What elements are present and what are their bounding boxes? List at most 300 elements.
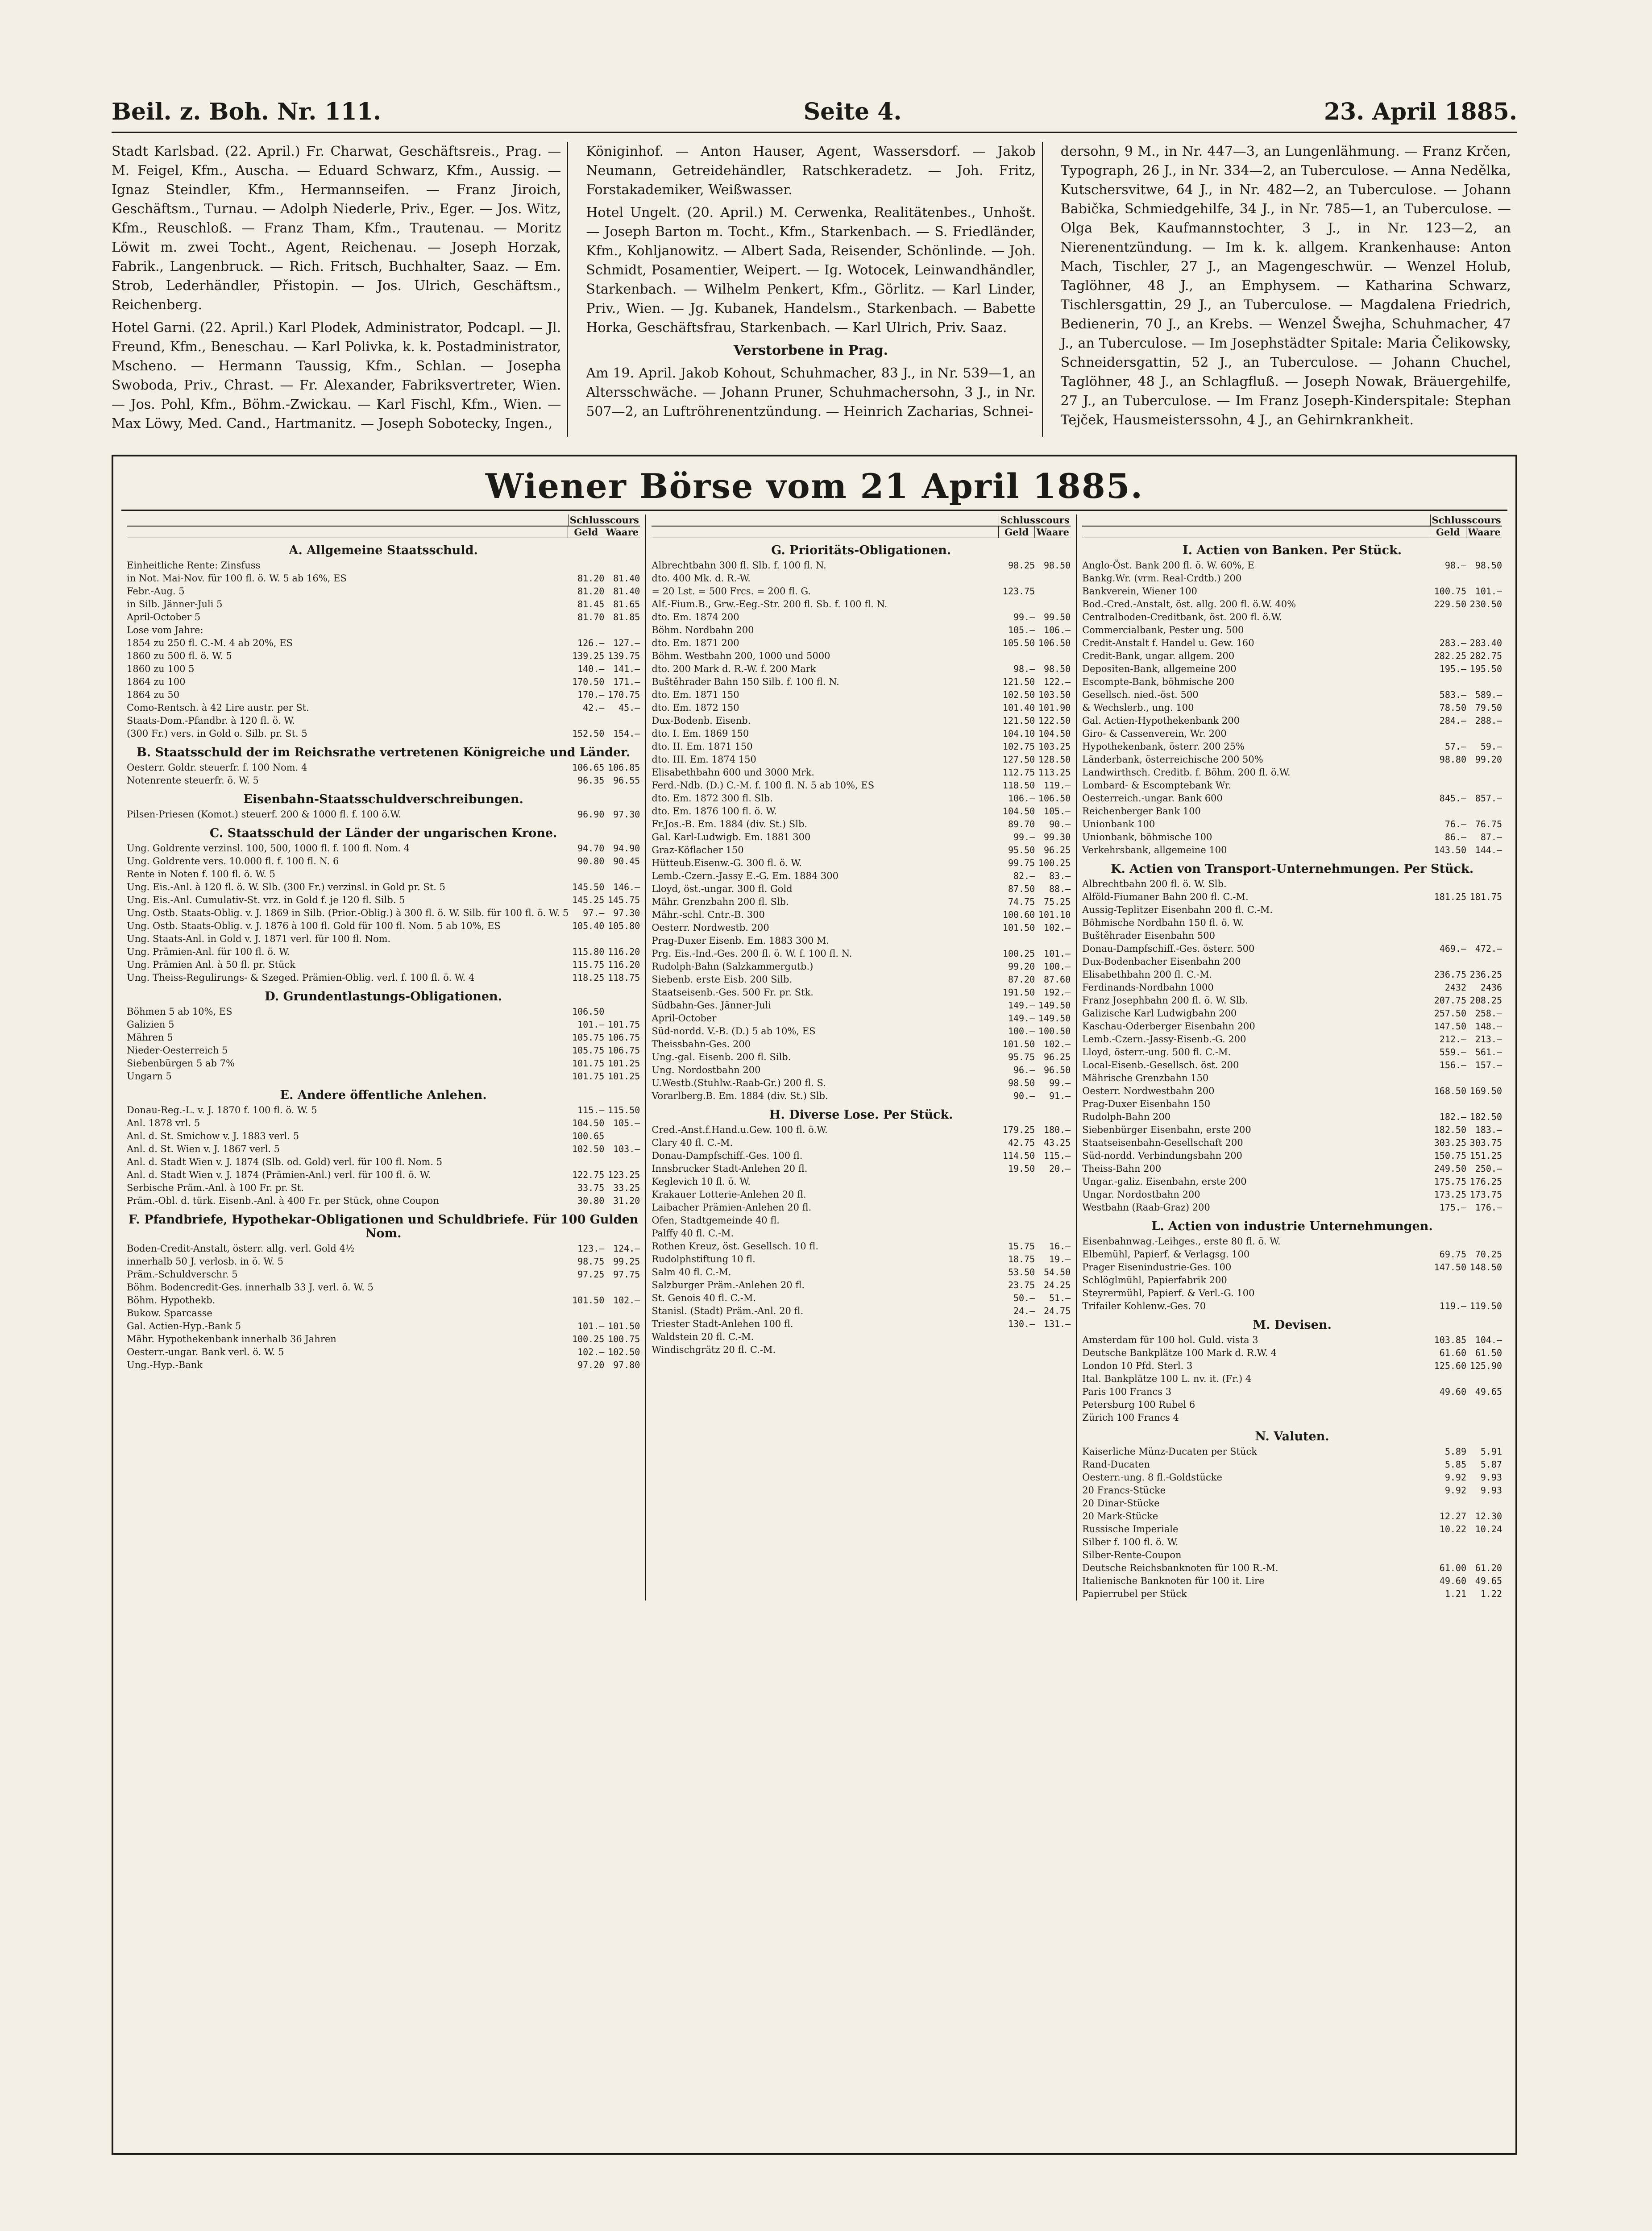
geld-value <box>1431 955 1466 968</box>
security-name: Siebenbürgen 5 ab 7% <box>127 1058 235 1069</box>
geld-value: 145.50 <box>572 882 605 892</box>
geld-value <box>1431 1549 1466 1562</box>
waare-value: 123.25 <box>608 1169 640 1180</box>
waare-value: 61.20 <box>1475 1563 1502 1573</box>
geld-value: 101.40 <box>1002 702 1035 713</box>
waare-value: 5.87 <box>1480 1459 1502 1470</box>
paragraph: dersohn, 9 M., in Nr. 447—3, an Lungenlähmung. — Franz Krčen, Typograph, 26 J., in Nr. 334—2, an Tuberculose. — Anna Nedělka, Kutschersvitwe, 64 J., in Nr. 482—2, an Tuberculose. — Johann Babička, Schmiedgehilfe, 34 J., in Nr. 785—1, an Tuberculose. — Olga Bek, Kaufmannstochter, 3 J., in Nr. 123—2, an Nierenentzündung. — Im k. k. allgem. Krankenhause: Anton Mach, Tischler, 27 J., an Magengeschwür. — Wenzel Holub, Taglöhner, 48 J., an Emphysem. — Katharina Schwarz, Tischlersgattin, 29 J., an Tuberculose. — Magdalena Friedrich, Bedienerin, 70 J., an Krebs. — Wenzel Šwejha, Schuhmacher, 47 J., an Tuberculose. — Im Josephstädter Spitale: Maria Čelikowsky, Schneidersgattin, 52 J., an Tuberculose. — Johann Chuchel, Taglöhner, 48 J., an Schlagfluß. — Joseph Nowak, Bräuergehilfe, 27 J., an Tuberculose. — Im Franz Joseph-Kinderspitale: Stephan Tejček, Hausmeisterssohn, 4 J., an Gehirnkrankheit. <box>1060 144 1511 428</box>
waare-value <box>604 624 640 637</box>
waare-value: 97.75 <box>613 1269 640 1280</box>
geld-label: Geld <box>998 527 1034 538</box>
security-name: Como-Rentsch. à 42 Lire austr. per St. <box>127 702 309 713</box>
quote-row <box>127 881 640 894</box>
security-name: Salm 40 fl. C.-M. <box>652 1267 731 1277</box>
waare-value: 139.75 <box>608 651 640 661</box>
security-name: Theissbahn-Ges. 200 <box>652 1039 751 1049</box>
waare-value: 100.50 <box>1038 1026 1071 1037</box>
quote-row <box>652 1124 1071 1136</box>
waare-value <box>1035 934 1071 947</box>
waare-value: 182.50 <box>1469 1111 1502 1122</box>
geld-value: 101.50 <box>1002 1039 1035 1049</box>
geld-value: 469.— <box>1439 943 1466 954</box>
waare-value <box>1035 1201 1071 1214</box>
waare-value: 148.50 <box>1469 1262 1502 1273</box>
security-name: Italienische Banknoten für 100 it. Lire <box>1082 1576 1265 1586</box>
waare-value: 87.— <box>1480 832 1502 842</box>
geld-value: 100.75 <box>1434 586 1466 597</box>
exchange-column-2 <box>646 514 1077 1601</box>
exchange-column-3 <box>1077 514 1507 1601</box>
waare-value <box>1466 805 1502 818</box>
geld-value: 89.70 <box>1008 819 1035 829</box>
waare-value <box>1035 598 1071 611</box>
waare-value: 101.10 <box>1038 909 1071 920</box>
quote-row <box>652 663 1071 676</box>
quote-row <box>127 701 640 714</box>
quote-row <box>652 960 1071 973</box>
security-name: Ferdinands-Nordbahn 1000 <box>1082 982 1214 993</box>
waare-value: 99.— <box>1049 1078 1071 1088</box>
security-name: Russische Imperiale <box>1082 1524 1179 1534</box>
waare-value: 99.30 <box>1043 832 1071 842</box>
security-name: Ung. Nordostbahn 200 <box>652 1065 761 1075</box>
geld-value <box>1431 1398 1466 1411</box>
quote-row <box>1082 1411 1502 1424</box>
waare-value <box>1035 1175 1071 1188</box>
geld-value: 24.— <box>1013 1306 1035 1316</box>
security-name: Clary 40 fl. C.-M. <box>652 1137 733 1148</box>
security-name: Windischgrätz 20 fl. C.-M. <box>652 1344 776 1355</box>
geld-value: 106.65 <box>572 762 605 773</box>
column-subheader <box>652 527 1071 538</box>
waare-value: 96.50 <box>1043 1065 1071 1075</box>
geld-value <box>1431 1411 1466 1424</box>
quote-row <box>127 572 640 585</box>
geld-value: 118.50 <box>1002 780 1035 791</box>
security-name: Nieder-Oesterreich 5 <box>127 1045 228 1056</box>
quote-row <box>1082 1445 1502 1458</box>
geld-value: 19.50 <box>1008 1163 1035 1174</box>
quote-row <box>127 1044 640 1057</box>
waare-value: 33.25 <box>613 1182 640 1193</box>
geld-value: 112.75 <box>1002 767 1035 778</box>
waare-value: 5.91 <box>1480 1446 1502 1457</box>
quote-row <box>1082 727 1502 740</box>
geld-value: 127.50 <box>1002 754 1035 765</box>
waare-value: 146.— <box>613 882 640 892</box>
geld-value: 147.50 <box>1434 1262 1466 1273</box>
geld-value: 5.89 <box>1444 1446 1466 1457</box>
quote-row <box>652 1305 1071 1318</box>
quote-row <box>652 766 1071 779</box>
waare-value <box>604 868 640 881</box>
geld-value <box>1431 878 1466 891</box>
geld-value: 81.20 <box>577 573 605 584</box>
waare-value: 81.85 <box>613 612 640 622</box>
geld-value: 119.— <box>1439 1301 1466 1311</box>
waare-value: 45.— <box>618 702 640 713</box>
geld-value <box>1431 1098 1466 1111</box>
geld-value: 101.50 <box>1002 922 1035 933</box>
geld-value: 126.— <box>577 638 605 648</box>
geld-value: 152.50 <box>572 728 605 739</box>
security-name: Rudolph-Bahn (Salzkammergutb.) <box>652 961 814 972</box>
security-name: Ung. Eis.-Anl. à 120 fl. ö. W. Slb. (300 Fr.) verzinsl. in Gold pr. St. 5 <box>127 882 445 892</box>
quote-row <box>127 611 640 624</box>
waare-value: 195.50 <box>1469 663 1502 674</box>
quote-row <box>127 1320 640 1333</box>
quote-row <box>127 1281 640 1294</box>
security-name: Prg. Eis.-Ind.-Ges. 200 fl. ö. W. f. 100 fl. N. <box>652 948 852 959</box>
quote-row <box>127 585 640 598</box>
security-name: Südbahn-Ges. Jänner-Juli <box>652 1000 772 1011</box>
waare-value <box>1466 904 1502 916</box>
geld-value: 53.50 <box>1008 1267 1035 1277</box>
waare-label: Waare <box>1466 527 1502 538</box>
geld-value <box>1431 727 1466 740</box>
geld-label: Geld <box>568 527 604 538</box>
waare-value: 24.75 <box>1043 1306 1071 1316</box>
quote-row <box>1082 1124 1502 1136</box>
geld-value <box>999 572 1035 585</box>
section-title: K. Actien von Transport-Unternehmungen. Per Stück. <box>1111 862 1474 876</box>
paragraph: Hotel Ungelt. (20. April.) M. Cerwenka, Realitätenbes., Unhošt. — Joseph Barton m. Tocht., Kfm., Starkenbach. — S. Friedländer, Kfm., Kohljanowitz. — Albert Sada, Reisender, Schönlinde. — Joh. Schmidt, Posamentier, Weipert. — Ig. Wotocek, Leinwandhändler, Starkenbach. — Wilhelm Penkert, Kfm., Görlitz. — Karl Linder, Priv., Wien. — Jg. Kubanek, Handelsm., Starkenbach. — Babette Horka, Geschäftsfrau, Starkenbach. — Karl Ulrich, Priv. Saaz. <box>586 205 1036 336</box>
geld-value <box>569 714 604 727</box>
security-name: Mähren 5 <box>127 1032 173 1043</box>
waare-value: 101.50 <box>608 1321 640 1331</box>
waare-value: 100.— <box>1043 961 1071 972</box>
security-name: Prag-Duxer Eisenbahn 150 <box>1082 1099 1211 1109</box>
page-header <box>112 98 1517 133</box>
geld-value: 191.50 <box>1002 987 1035 998</box>
geld-value: 147.50 <box>1434 1021 1466 1032</box>
waare-value <box>1466 1235 1502 1248</box>
geld-value: 105.40 <box>572 921 605 931</box>
security-name: Siebenb. erste Eisb. 200 Silb. <box>652 974 793 985</box>
security-name: Donau-Dampfschiff.-Ges. 100 fl. <box>652 1150 803 1161</box>
security-name: Donau-Reg.-L. v. J. 1870 f. 100 fl. ö. W. 5 <box>127 1105 317 1116</box>
geld-value: 95.50 <box>1008 845 1035 855</box>
geld-value: 96.— <box>1013 1065 1035 1075</box>
quote-row <box>652 986 1071 999</box>
section-heading: Verstorbene in Prag. <box>733 343 888 358</box>
security-name: Lemb.-Czern.-Jassy E.-G. Em. 1884 300 <box>652 871 839 881</box>
waare-value: 102.— <box>1043 922 1071 933</box>
waare-value: 561.— <box>1475 1047 1502 1057</box>
quote-row <box>127 1143 640 1156</box>
security-name: Siebenbürger Eisenbahn, erste 200 <box>1082 1124 1251 1135</box>
waare-value <box>1466 1373 1502 1385</box>
waare-value: 96.25 <box>1043 845 1071 855</box>
quote-row <box>1082 1398 1502 1411</box>
section-title: N. Valuten. <box>1255 1430 1329 1443</box>
security-name: Dux-Bodenbacher Eisenbahn 200 <box>1082 956 1241 967</box>
waare-value: 149.50 <box>1038 1013 1071 1024</box>
waare-value: 99.20 <box>1475 754 1502 765</box>
waare-value: 61.50 <box>1475 1348 1502 1358</box>
waare-value <box>1466 929 1502 942</box>
waare-value: 122.50 <box>1038 715 1071 726</box>
geld-value <box>999 598 1035 611</box>
quote-row <box>1082 968 1502 981</box>
quote-row <box>652 1090 1071 1103</box>
security-name: Gesellsch. nied.-öst. 500 <box>1082 689 1199 700</box>
quote-row <box>1082 676 1502 688</box>
waare-value: 288.— <box>1475 715 1502 726</box>
geld-value: 82.— <box>1013 871 1035 881</box>
security-name: Ferd.-Ndb. (D.) C.-M. f. 100 fl. N. 5 ab 10%, ES <box>652 780 875 791</box>
waare-value <box>1035 1344 1071 1356</box>
security-name: Papierrubel per Stück <box>1082 1588 1187 1599</box>
quote-row <box>1082 904 1502 916</box>
quote-row <box>652 1038 1071 1051</box>
quote-row <box>1082 1458 1502 1471</box>
quote-row <box>127 1294 640 1307</box>
section-title: G. Prioritäts-Obligationen. <box>771 543 951 557</box>
quote-row <box>1082 1046 1502 1059</box>
security-name: Ung. Prämien-Anl. für 100 fl. ö. W. <box>127 946 290 957</box>
security-name: dto. I. Em. 1869 150 <box>652 728 749 739</box>
paragraph: Stadt Karlsbad. (22. April.) Fr. Charwat, Geschäftsreis., Prag. — M. Feigel, Kfm., Auscha. — Eduard Schwarz, Kfm., Aussig. — Ignaz Steindler, Kfm., Hermannseifen. — Franz Jiroich, Geschäftsm., Turnau. — Adolph Niederle, Priv., Eger. — Jos. Witz, Kfm., Reuschloß. — Franz Tham, Kfm., Trautenau. — Moritz Löwit m. zwei Tocht., Agent, Reichenau. — Joseph Horzak, Fabrik., Langenbruck. — Rich. Fritsch, Buchhalter, Saaz. — Em. Strob, Lederhändler, Přistopin. — Jos. Ulrich, Geschäftsm., Reichenberg. <box>112 144 561 313</box>
security-name: Palffy 40 fl. C.-M. <box>652 1228 734 1239</box>
waare-value: 236.25 <box>1469 969 1502 980</box>
waare-value: 183.— <box>1475 1124 1502 1135</box>
security-name: Galizische Karl Ludwigbahn 200 <box>1082 1008 1237 1019</box>
waare-value: 31.20 <box>613 1195 640 1206</box>
geld-value: 90.— <box>1013 1091 1035 1101</box>
security-name: Silber f. 100 fl. ö. W. <box>1082 1537 1179 1547</box>
waare-value: 97.30 <box>613 809 640 820</box>
security-name: Centralboden-Creditbank, öst. 200 fl. ö.W. <box>1082 612 1283 622</box>
waare-value: 9.93 <box>1480 1485 1502 1496</box>
security-name: Febr.-Aug. 5 <box>127 586 185 597</box>
quote-row <box>127 1242 640 1255</box>
security-name: in Silb. Jänner-Juli 5 <box>127 599 223 610</box>
geld-value: 81.70 <box>577 612 605 622</box>
security-name: Oesterr.-ung. 8 fl.-Goldstücke <box>1082 1472 1222 1483</box>
waare-value: 43.25 <box>1043 1137 1071 1148</box>
waare-value: 79.50 <box>1475 702 1502 713</box>
waare-value: 9.93 <box>1480 1472 1502 1483</box>
geld-value <box>999 1201 1035 1214</box>
quote-row <box>1082 559 1502 572</box>
quote-row <box>127 774 640 787</box>
security-name: Eisenbahnwag.-Leihges., erste 80 fl. ö. W. <box>1082 1236 1281 1247</box>
security-name: Theiss-Bahn 200 <box>1082 1163 1162 1174</box>
security-name: Ung.-gal. Eisenb. 200 fl. Silb. <box>652 1052 791 1062</box>
quote-row <box>652 1175 1071 1188</box>
waare-value <box>1466 727 1502 740</box>
waare-value <box>1035 585 1071 598</box>
quote-row <box>1082 1274 1502 1287</box>
quote-row <box>1082 598 1502 611</box>
security-name: Waldstein 20 fl. C.-M. <box>652 1331 754 1342</box>
waare-value: 81.40 <box>613 586 640 597</box>
quote-row <box>1082 611 1502 624</box>
geld-value: 94.70 <box>577 843 605 854</box>
schlusscours-label: Schlusscours <box>1430 514 1502 526</box>
waare-value: 59.— <box>1480 741 1502 752</box>
quote-row <box>1082 818 1502 831</box>
quote-row <box>127 1346 640 1359</box>
geld-value: 1.21 <box>1444 1588 1466 1599</box>
geld-value: 10.22 <box>1439 1524 1466 1534</box>
security-name: Triester Stadt-Anlehen 100 fl. <box>652 1319 793 1329</box>
waare-value: 97.30 <box>613 908 640 918</box>
paragraph: Am 19. April. Jakob Kohout, Schuhmacher, 83 J., in Nr. 539—1, an Altersschwäche. — Johann Pruner, Schuhmachersohn, 3 J., in Nr. 507—2, an Luftröhrenentzündung. — Heinrich Zacharias, Schnei- <box>586 365 1036 419</box>
geld-value: 101.75 <box>572 1058 605 1069</box>
waare-value: 1.22 <box>1480 1588 1502 1599</box>
security-name: Notenrente steuerfr. ö. W. 5 <box>127 775 259 786</box>
security-name: April-October 5 <box>127 612 201 622</box>
security-name: Elisabethbahn 200 fl. C.-M. <box>1082 969 1212 980</box>
geld-value: 18.75 <box>1008 1254 1035 1265</box>
quote-row <box>127 1359 640 1372</box>
quote-row <box>127 1182 640 1194</box>
intro-column-1 <box>112 142 568 437</box>
geld-value: 9.92 <box>1444 1472 1466 1483</box>
quote-row <box>1082 1033 1502 1046</box>
security-name: Donau-Dampfschiff.-Ges. österr. 500 <box>1082 943 1255 954</box>
newspaper-page <box>112 98 1517 2155</box>
quote-row <box>1082 753 1502 766</box>
geld-value: 95.75 <box>1008 1052 1035 1062</box>
waare-value: 106.75 <box>608 1032 640 1043</box>
waare-value: 100.25 <box>1038 858 1071 868</box>
waare-value: 171.— <box>613 676 640 687</box>
waare-value: 116.20 <box>608 946 640 957</box>
quote-row <box>127 663 640 676</box>
security-name: Staatseisenb.-Ges. 500 Fr. pr. Stk. <box>652 987 814 998</box>
waare-value <box>1466 1497 1502 1510</box>
security-name: Prag-Duxer Eisenb. Em. 1883 300 M. <box>652 935 830 946</box>
quote-row <box>652 559 1071 572</box>
security-name: Böhmische Nordbahn 150 fl. ö. W. <box>1082 917 1244 928</box>
quote-row <box>652 934 1071 947</box>
geld-value <box>1431 929 1466 942</box>
security-name: Bankg.Wr. (vrm. Real-Crdtb.) 200 <box>1082 573 1242 584</box>
quote-row <box>127 1018 640 1031</box>
security-name: Böhm. Nordbahn 200 <box>652 625 754 635</box>
waare-value: 98.50 <box>1475 560 1502 571</box>
quote-row <box>1082 624 1502 637</box>
quote-row <box>652 1292 1071 1305</box>
quote-row <box>652 792 1071 805</box>
quote-row <box>652 921 1071 934</box>
exchange-columns <box>121 514 1507 1601</box>
quote-row <box>1082 1484 1502 1497</box>
waare-value <box>1466 676 1502 688</box>
waare-value: 145.75 <box>608 895 640 905</box>
geld-value: 97.20 <box>577 1360 605 1370</box>
security-name: dto. II. Em. 1871 150 <box>652 741 753 752</box>
geld-value <box>1431 779 1466 792</box>
quote-row <box>652 1051 1071 1064</box>
waare-label: Waare <box>1034 527 1071 538</box>
geld-value: 182.50 <box>1434 1124 1466 1135</box>
security-name: Unionbank, böhmische 100 <box>1082 832 1212 842</box>
security-name: Reichenberger Bank 100 <box>1082 806 1201 817</box>
geld-value: 100.60 <box>1002 909 1035 920</box>
security-name: Böhm. Bodencredit-Ges. innerhalb 33 J. verl. ö. W. 5 <box>127 1282 374 1293</box>
security-name: Kaschau-Oderberger Eisenbahn 200 <box>1082 1021 1255 1032</box>
geld-value: 99.20 <box>1008 961 1035 972</box>
security-name: Hypothekenbank, österr. 200 25% <box>1082 741 1245 752</box>
waare-value: 49.65 <box>1475 1576 1502 1586</box>
quote-row <box>652 727 1071 740</box>
geld-value <box>999 1188 1035 1201</box>
waare-value: 2436 <box>1480 982 1502 993</box>
security-name: Gal. Actien-Hypothekenbank 200 <box>1082 715 1240 726</box>
quote-row <box>652 753 1071 766</box>
security-name: Escompte-Bank, böhmische 200 <box>1082 676 1235 687</box>
geld-value: 114.50 <box>1002 1150 1035 1161</box>
security-name: Ung. Staats-Anl. in Gold v. J. 1871 verl. für 100 fl. Nom. <box>127 933 391 944</box>
intro-column-2 <box>586 142 1042 437</box>
quote-row <box>127 676 640 688</box>
quote-row <box>1082 1085 1502 1098</box>
quote-row <box>1082 1575 1502 1588</box>
waare-value: 282.75 <box>1469 651 1502 661</box>
security-name: Ital. Bankplätze 100 L. nv. it. (Fr.) 4 <box>1082 1373 1252 1384</box>
quote-row <box>652 779 1071 792</box>
section-title: A. Allgemeine Staatsschuld. <box>289 543 478 557</box>
geld-value: 105.— <box>1008 625 1035 635</box>
geld-value: 149.— <box>1008 1013 1035 1024</box>
geld-value: 98.— <box>1013 663 1035 674</box>
quote-row <box>1082 916 1502 929</box>
geld-value: 98.50 <box>1008 1078 1035 1088</box>
security-name: Ungar. Nordostbahn 200 <box>1082 1189 1200 1200</box>
quote-row <box>127 1005 640 1018</box>
geld-value: 101.— <box>577 1321 605 1331</box>
geld-value <box>1431 1497 1466 1510</box>
waare-value: 181.75 <box>1469 892 1502 902</box>
quote-row <box>127 920 640 933</box>
security-name: Präm.-Obl. d. türk. Eisenb.-Anl. à 400 Fr. per Stück, ohne Coupon <box>127 1195 439 1206</box>
waare-value <box>604 933 640 945</box>
security-name: Amsterdam für 100 hol. Guld. vista 3 <box>1082 1335 1258 1345</box>
geld-value: 282.25 <box>1434 651 1466 661</box>
quote-row <box>652 1240 1071 1253</box>
waare-value: 98.50 <box>1043 560 1071 571</box>
waare-value: 173.75 <box>1469 1189 1502 1200</box>
quote-row <box>1082 1175 1502 1188</box>
geld-value: 90.80 <box>577 856 605 867</box>
geld-value: 105.75 <box>572 1045 605 1056</box>
waare-value <box>604 1281 640 1294</box>
geld-value <box>1431 1274 1466 1287</box>
geld-value: 845.— <box>1439 793 1466 804</box>
quote-row <box>127 1031 640 1044</box>
geld-value: 118.25 <box>572 972 605 983</box>
geld-value: 99.— <box>1013 612 1035 622</box>
quote-row <box>652 857 1071 870</box>
security-name: 1860 zu 500 fl. ö. W. 5 <box>127 651 232 661</box>
waare-value: 54.50 <box>1043 1267 1071 1277</box>
waare-value: 19.— <box>1049 1254 1071 1265</box>
waare-value: 101.25 <box>608 1071 640 1082</box>
security-name: Anl. d. Stadt Wien v. J. 1874 (Slb. od. Gold) verl. für 100 fl. Nom. 5 <box>127 1157 443 1167</box>
security-name: Lloyd, österr.-ung. 500 fl. C.-M. <box>1082 1047 1231 1057</box>
quote-row <box>652 1012 1071 1025</box>
geld-value: 175.— <box>1439 1202 1466 1213</box>
security-name: Stanisl. (Stadt) Präm.-Anl. 20 fl. <box>652 1306 804 1316</box>
security-name: Albrechtbahn 200 fl. ö. W. Slb. <box>1082 879 1227 889</box>
quote-row <box>127 1255 640 1268</box>
quote-row <box>652 870 1071 883</box>
security-name: 20 Mark-Stücke <box>1082 1511 1158 1522</box>
